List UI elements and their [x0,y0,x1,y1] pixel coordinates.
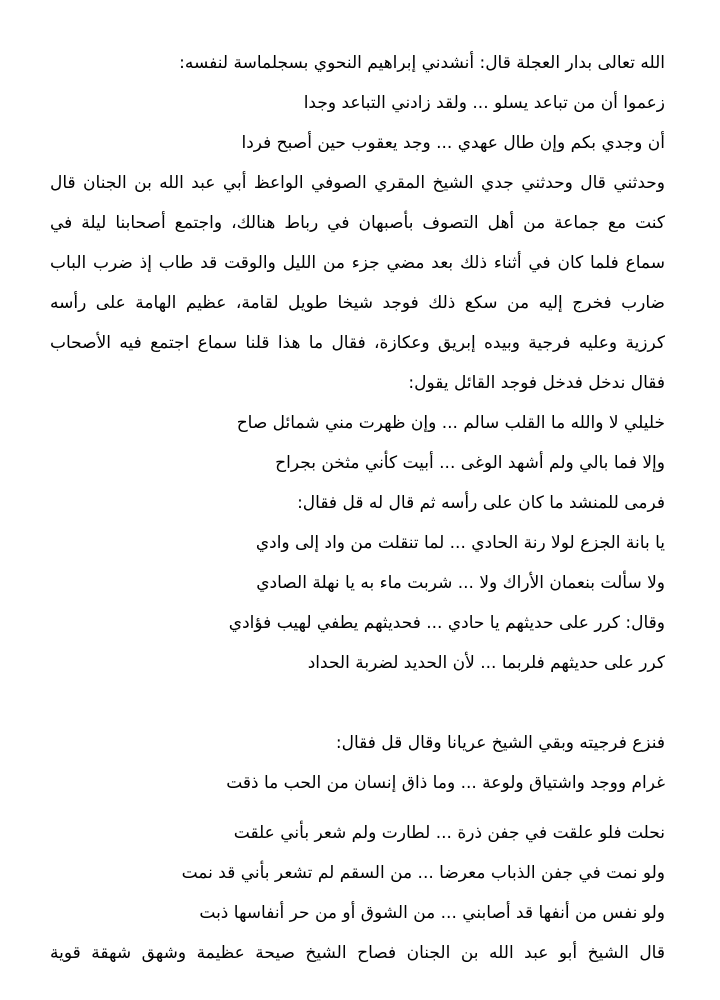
text-line-8: كرزية وعليه فرجية وبيده إبريق وعكازة، فقال ما هذا قلنا سماع اجتمع فيه الأصحاب [50,333,665,353]
verse-line-2: وإلا فما بالي ولم أشهد الوغى ... أبيت كأني مثخن بجراح [275,453,665,473]
text-line-11: فنزع فرجيته وبقي الشيخ عريانا وقال قل فقال: [335,733,665,753]
verse-line-4: ولا سألت بنعمان الأراك ولا ... شربت ماء به يا نهلة الصادي [256,573,665,593]
text-line-9: فقال ندخل فدخل فوجد القائل يقول: [408,373,665,393]
text-line-10: فرمى للمنشد ما كان على رأسه ثم قال له قل فقال: [297,493,665,513]
verse-line-7: غرام ووجد واشتياق ولوعة ... وما ذاق إنسان من الحب ما ذقت [226,773,665,793]
text-line-4: وحدثني قال وحدثني جدي الشيخ المقري الصوفي الواعظ أبي عبد الله بن الجنان قال [50,173,665,193]
text-line-2: زعموا أن من تباعد يسلو ... ولقد زادني التباعد وجدا [303,93,665,113]
text-line-1: الله تعالى بدار العجلة قال: أنشدني إبراهيم النحوي بسجلماسة لنفسه: [179,53,665,73]
verse-line-9: ولو نمت في جفن الذباب معرضا ... من السقم لم تشعر بأني قد نمت [181,863,665,883]
text-line-7: ضارب فخرج إليه من سكع ذلك فوجد شيخا طويل لقامة، عظيم الهامة على رأسه [50,293,665,313]
verse-line-8: نحلت فلو علقت في جفن ذرة ... لطارت ولم شعر بأني علقت [233,823,665,843]
verse-line-5: وقال: كرر على حديثهم يا حادي ... فحديثهم يطفي لهيب فؤادي [228,613,665,633]
text-line-5: كنت مع جماعة من أهل التصوف بأصبهان في رباط هنالك، واجتمع أصحابنا ليلة في [50,213,665,233]
text-line-6: سماع فلما كان في أثناء ذلك بعد مضي جزء من الليل والوقت قد طاب إذ ضرب الباب [50,253,665,273]
text-line-12: قال الشيخ أبو عبد الله بن الجنان فصاح الشيخ صيحة عظيمة وشهق شهقة قوية [50,943,665,963]
verse-line-6: كرر على حديثهم فلربما ... لأن الحديد لضربة الحداد [307,653,665,673]
verse-line-1: خليلي لا والله ما القلب سالم ... وإن ظهرت مني شمائل صاح [236,413,665,433]
verse-line-3: يا بانة الجزع لولا رنة الحادي ... لما تنقلت من واد إلى وادي [255,533,665,553]
verse-line-10: ولو نفس من أنفها قد أصابني ... من الشوق أو من حر أنفاسها ذبت [199,903,665,923]
text-line-3: أن وجدي بكم وإن طال عهدي ... وجد يعقوب حين أصبح فردا [241,133,665,153]
